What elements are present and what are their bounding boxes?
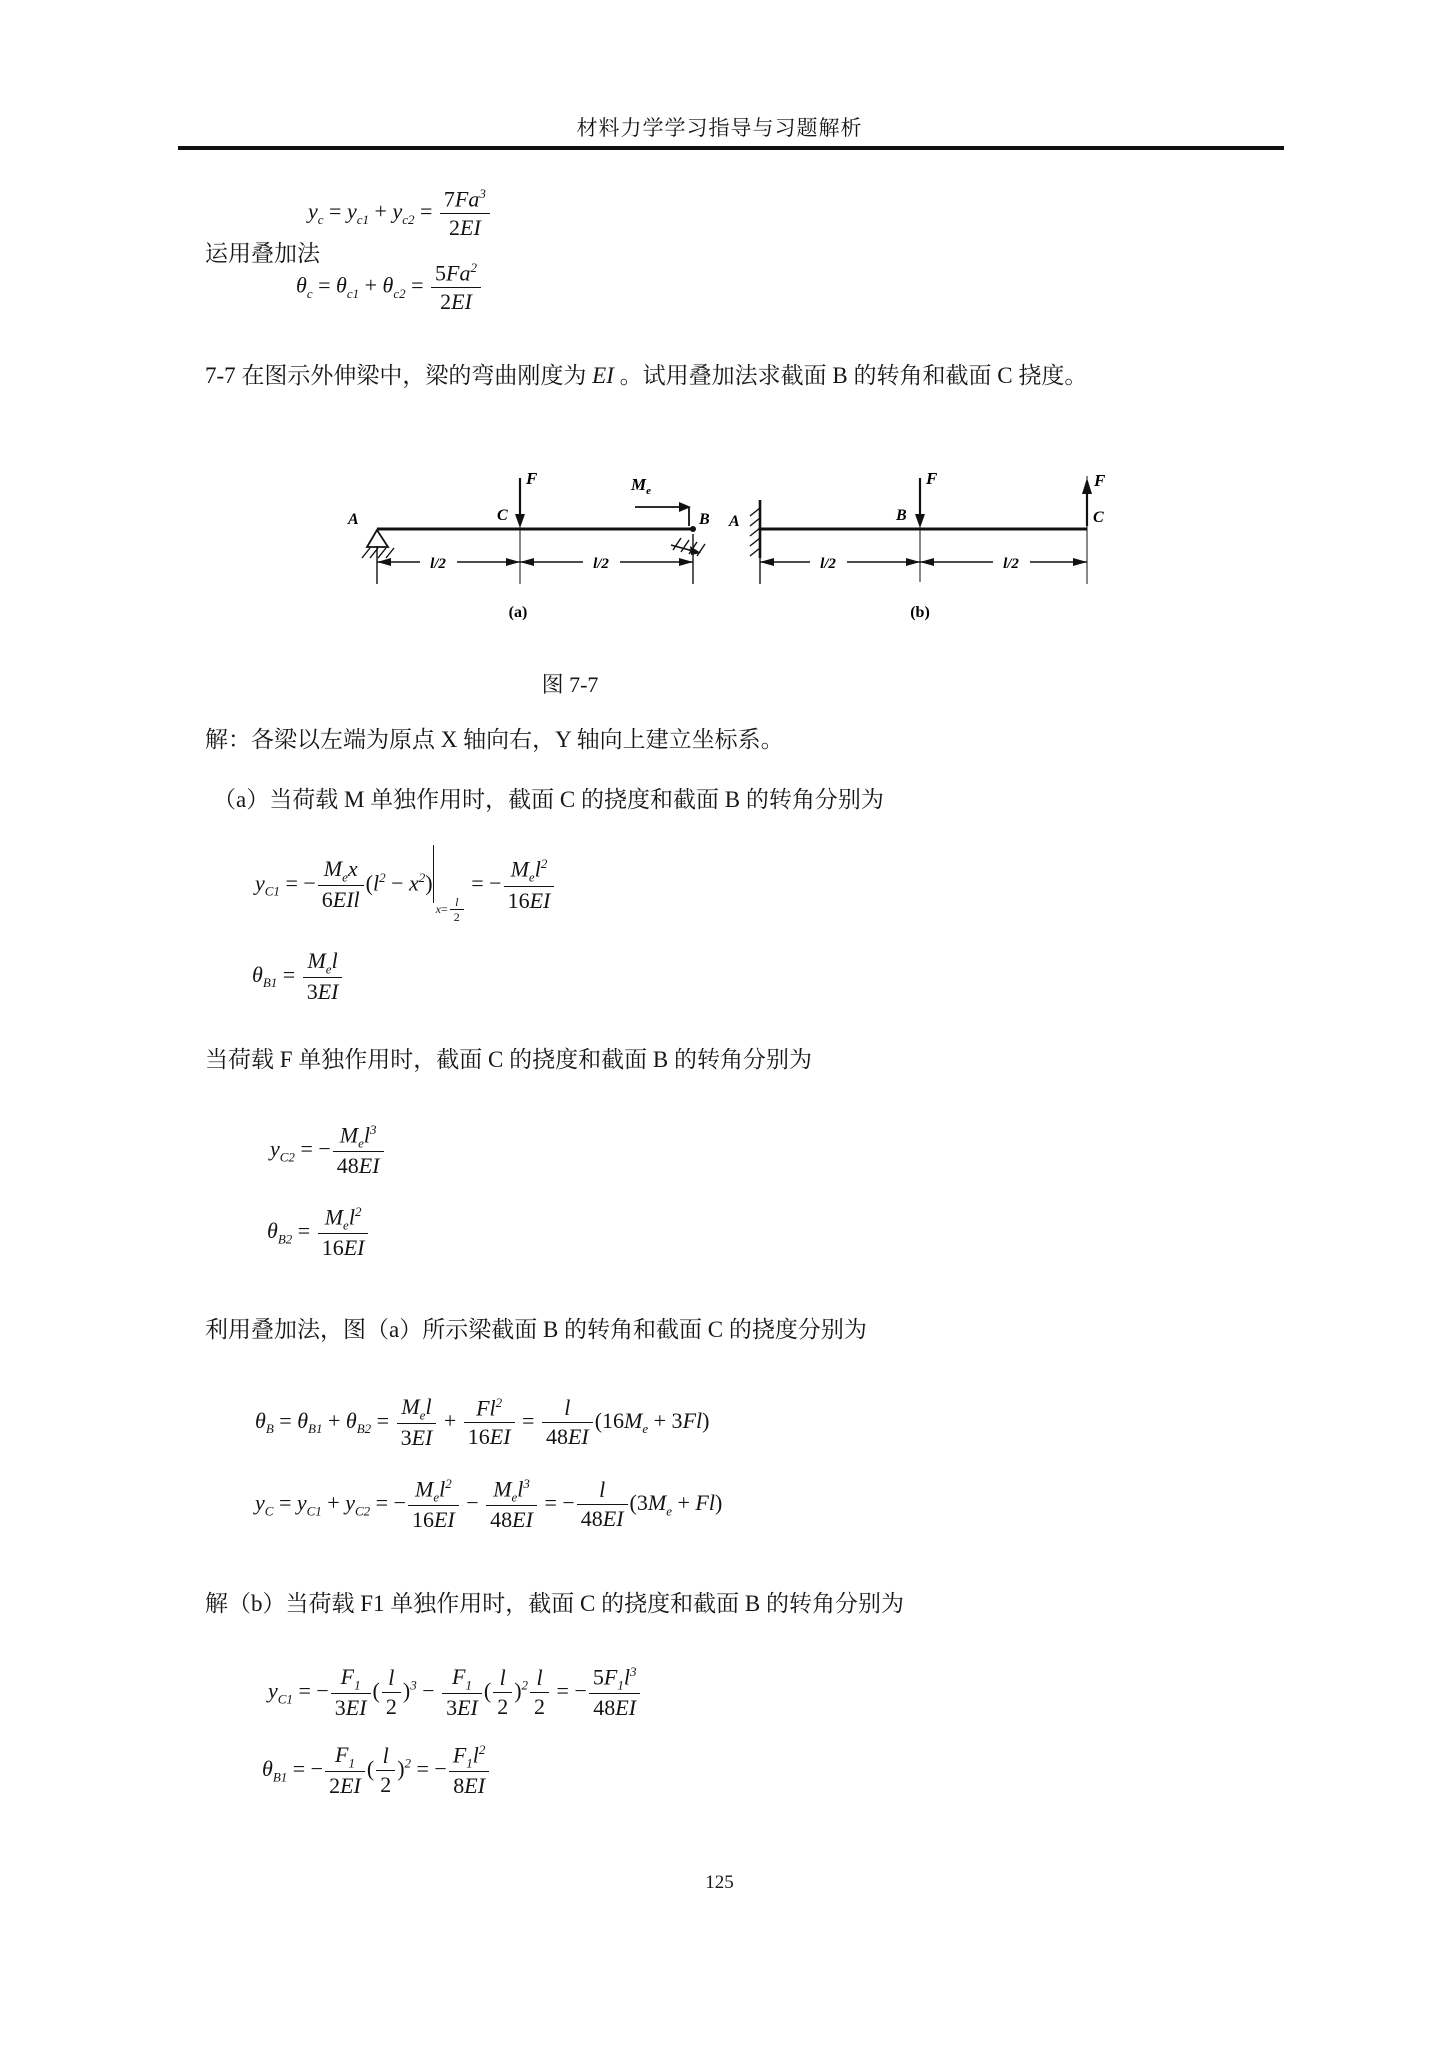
wall-hatching-icon xyxy=(750,508,760,556)
force-f-label: F xyxy=(526,469,538,488)
diagram-b-tag: (b) xyxy=(910,604,930,621)
force-f-arrowhead-icon xyxy=(515,514,525,528)
page-number: 125 xyxy=(705,1872,734,1893)
equation-thetab1-a: $\theta_{B1}$ = $\frac{M_el}{3EI}$ xyxy=(252,948,344,1005)
dim-label-left: l/2 xyxy=(430,556,446,572)
label-point-b: B xyxy=(699,511,710,528)
equation-yc1-a: $y_{C1}$ = − $\frac{M_ex}{\text{6EIl}}$ $(l^2 - x^2)x=$ $\frac{l}{2}$ = − $\frac{M_el^2}{16EI}$ xyxy=(255,845,556,925)
equation-thetab1-b: $\theta_{B1}$ = − $\frac{F_1}{2EI}$ ( $\frac{l}{2}$ )$^2$ = − $\frac{F_1l^2}{8EI}$ xyxy=(262,1742,491,1800)
dimension-lines xyxy=(377,534,693,584)
equation-yc1-b: $y_{C1}$ = − $\frac{F_1}{3EI}$ ( $\frac{l}{2}$ )$^3$ − $\frac{F_1}{3EI}$ ( $\frac{l}{2}$ )$^2$ $\frac{l}{2}$ = − $\frac{5F_1l^3}{48EI}$ xyxy=(268,1664,642,1722)
label-point-c: C xyxy=(497,507,508,524)
equation-yc-total: $y_C = y_{C1} + y_{C2}$ = − $\frac{M_el^2}{16EI}$ − $\frac{M_el^3}{48EI}$ = − $\frac{l}{48EI}$ $(3M_e + Fl)$ xyxy=(255,1476,723,1533)
figure-caption: 图 7-7 xyxy=(541,672,599,697)
pin-support-icon xyxy=(367,530,388,547)
problem-ei-symbol: EI xyxy=(592,363,614,388)
solution-line-3: 当荷载 F 单独作用时，截面 C 的挠度和截面 B 的转角分别为 xyxy=(205,1047,812,1072)
equation-yc-superposition: $y_c = y_{c1} + y_{c2}$ = $\frac{7Fa^3}{2EI}$ xyxy=(308,186,492,241)
label-point-a: A xyxy=(729,513,740,530)
label-point-c: C xyxy=(1093,509,1104,526)
point-b-dot xyxy=(690,526,696,532)
equation-thetab2: $\theta_{B2}$ = $\frac{M_el^2}{16EI}$ xyxy=(267,1204,370,1262)
beam-diagram-a xyxy=(335,462,715,632)
solution-line-4: 利用叠加法，图（a）所示梁截面 B 的转角和截面 C 的挠度分别为 xyxy=(205,1317,867,1342)
moment-label: $M_e$ xyxy=(631,475,652,497)
solution-line-2: （a）当荷载 M 单独作用时，截面 C 的挠度和截面 B 的转角分别为 xyxy=(213,787,884,812)
equation-thetac-superposition: $\theta_c = \theta_{c1} + \theta_{c2}$ = $\frac{5Fa^2}{2EI}$ xyxy=(296,260,483,315)
solution-line-5: 解（b）当荷载 F1 单独作用时，截面 C 的挠度和截面 B 的转角分别为 xyxy=(205,1591,904,1616)
solution-line-1: 解：各梁以左端为原点 X 轴向右，Y 轴向上建立坐标系。 xyxy=(205,727,784,752)
problem-text-suffix: 。试用叠加法求截面 B 的转角和截面 C 挠度。 xyxy=(613,363,1088,388)
problem-statement xyxy=(205,360,1245,391)
force-fc-arrowhead-icon xyxy=(1082,478,1092,494)
label-point-b: B xyxy=(896,507,907,524)
equation-thetab-total: $\theta_B = \theta_{B1} + \theta_{B2}$ = $\frac{M_el}{3EI}$ + $\frac{Fl^2}{16EI}$ = $\frac{l}{48EI}$ $(16M_e + 3Fl)$ xyxy=(255,1394,710,1450)
problem-text-prefix: 7-7 在图示外伸梁中，梁的弯曲刚度为 xyxy=(205,363,593,388)
dim-label-right: l/2 xyxy=(593,556,609,572)
force-fb-arrowhead-icon xyxy=(915,514,925,528)
diagram-a-tag: (a) xyxy=(508,604,528,621)
dim-label-left: l/2 xyxy=(820,556,836,572)
header-rule xyxy=(178,146,1284,150)
dim-label-right: l/2 xyxy=(1003,556,1019,572)
force-fb-label: F xyxy=(926,469,938,488)
page-header-title: 材料力学学习指导与习题解析 xyxy=(576,116,863,140)
beam-diagram-b xyxy=(715,462,1115,632)
force-fc-label: F xyxy=(1094,471,1106,490)
intro-label: 运用叠加法 xyxy=(205,241,320,266)
label-point-a: A xyxy=(348,511,359,528)
equation-yc2: $y_{C2}$ = − $\frac{M_el^3}{48EI}$ xyxy=(270,1122,386,1180)
support-hatching-icon xyxy=(362,548,394,558)
